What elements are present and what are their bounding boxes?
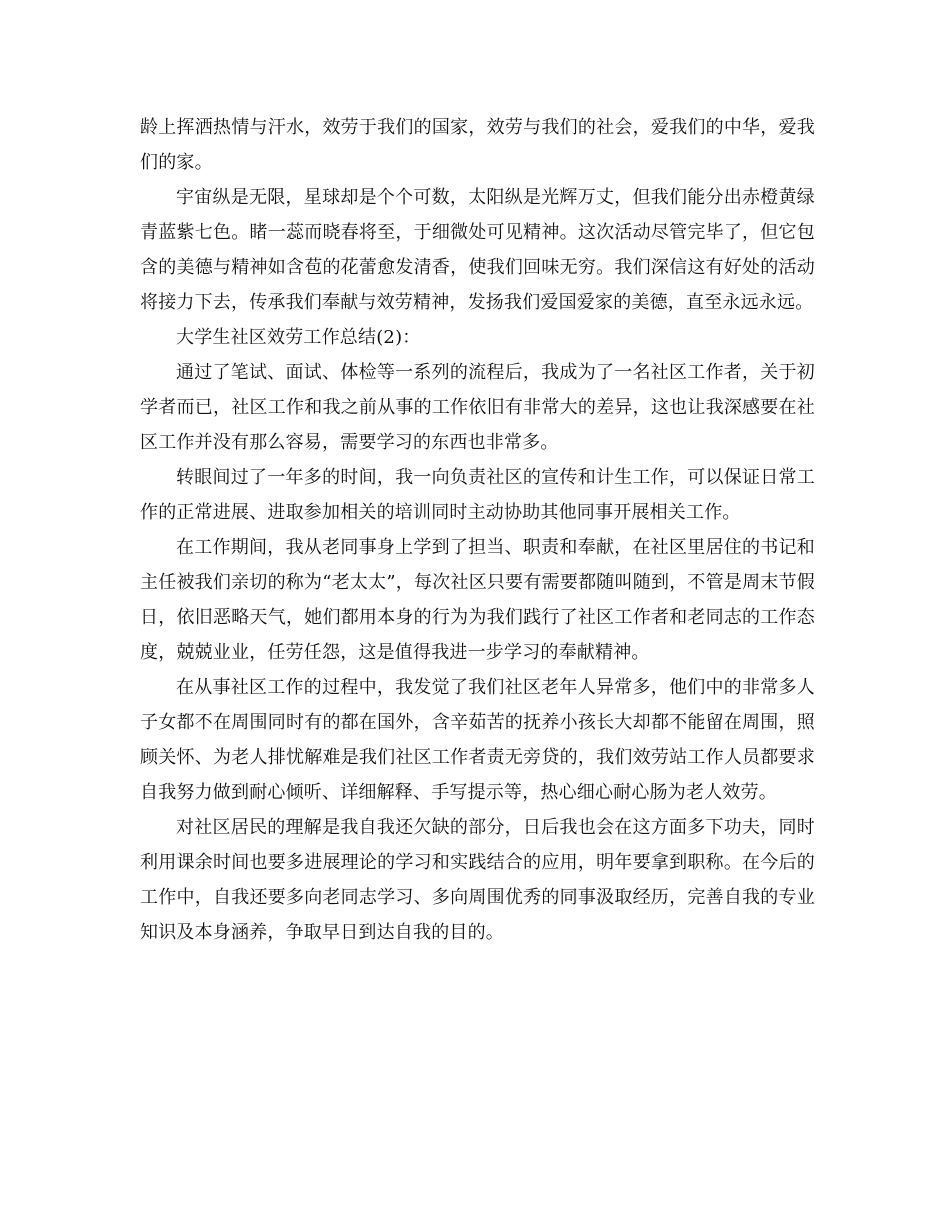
paragraph-3: 通过了笔试、面试、体检等一系列的流程后，我成为了一名社区工作者，关于初学者而已，社区工作和我之前从事的工作依旧有非常大的差异，这也让我深感要在社区工作并没有那么容易，需要学习的东西也非常多。 [140,362,815,453]
paragraph-5: 在工作期间，我从老同事身上学到了担当、职责和奉献，在社区里居住的书记和主任被我们亲切的称为“老太太”，每次社区只要有需要都随叫随到，不管是周末节假日，依旧恶略天气，她们都用本身的行为为我们践行了社区工作者和老同志的工作态度，兢兢业业，任劳任怨，这是值得我进一步学习的奉献精神。 [140,537,815,663]
paragraph-1: 龄上挥洒热情与汗水，效劳于我们的国家，效劳与我们的社会，爱我们的中华，爱我们的家。 [140,117,815,173]
paragraph-4: 转眼间过了一年多的时间，我一向负责社区的宣传和计生工作，可以保证日常工作的正常进展、进取参加相关的培训同时主动协助其他同事开展相关工作。 [140,467,815,523]
section-heading: 大学生社区效劳工作总结(2)： [176,327,421,348]
paragraph-2: 宇宙纵是无限，星球却是个个可数，太阳纵是光辉万丈，但我们能分出赤橙黄绿青蓝紫七色。睹一蕊而晓春将至，于细微处可见精神。这次活动尽管完毕了，但它包含的美德与精神如含苞的花蕾愈发清香，使我们回味无穷。我们深信这有好处的活动将接力下去，传承我们奉献与效劳精神，发扬我们爱国爱家的美德，直至永远永远。 [140,187,815,313]
paragraph-7: 对社区居民的理解是我自我还欠缺的部分，日后我也会在这方面多下功夫，同时利用课余时间也要多进展理论的学习和实践结合的应用，明年要拿到职称。在今后的工作中，自我还要多向老同志学习、多向周围优秀的同事汲取经历，完善自我的专业知识及本身涵养，争取早日到达自我的目的。 [140,817,815,943]
paragraph-6: 在从事社区工作的过程中，我发觉了我们社区老年人异常多，他们中的非常多人子女都不在周围同时有的都在国外，含辛茹苦的抚养小孩长大却都不能留在周围，照顾关怀、为老人排忧解难是我们社区工作者责无旁贷的，我们效劳站工作人员都要求自我努力做到耐心倾听、详细解释、手写提示等，热心细心耐心肠为老人效劳。 [140,677,815,803]
document-body [140,110,815,950]
